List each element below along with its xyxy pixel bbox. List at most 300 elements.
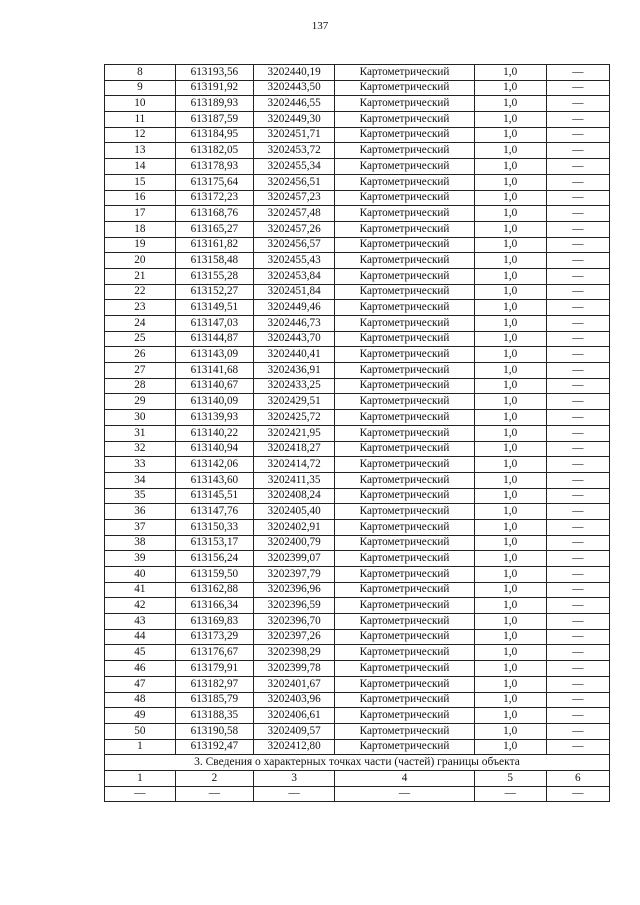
- description-cell: —: [546, 676, 609, 692]
- section-3-title-row: [105, 755, 610, 771]
- point-number-cell: 37: [105, 519, 176, 535]
- x-coordinate-cell: 613141,68: [175, 363, 253, 379]
- method-cell: Картометрический: [335, 159, 474, 175]
- point-number-cell: 46: [105, 661, 176, 677]
- x-coordinate-cell: 613140,94: [175, 441, 253, 457]
- method-cell: Картометрический: [335, 692, 474, 708]
- section-3-column-numbers-row: [105, 770, 610, 786]
- table-row: [105, 206, 610, 222]
- table-row: [105, 457, 610, 473]
- table-row: [105, 708, 610, 724]
- method-cell: Картометрический: [335, 394, 474, 410]
- description-cell: —: [546, 190, 609, 206]
- x-coordinate-cell: 613145,51: [175, 488, 253, 504]
- accuracy-cell: 1,0: [474, 723, 546, 739]
- description-cell: —: [546, 614, 609, 630]
- method-cell: Картометрический: [335, 347, 474, 363]
- table-row: [105, 551, 610, 567]
- accuracy-cell: 1,0: [474, 504, 546, 520]
- point-number-cell: 16: [105, 190, 176, 206]
- table-row: [105, 363, 610, 379]
- y-coordinate-cell: 3202456,51: [253, 174, 334, 190]
- method-cell: Картометрический: [335, 80, 474, 96]
- table-row: [105, 676, 610, 692]
- table-row: [105, 221, 610, 237]
- point-number-cell: 26: [105, 347, 176, 363]
- table-row: [105, 143, 610, 159]
- method-cell: Картометрический: [335, 65, 474, 81]
- section-3-column-number: 2: [175, 770, 253, 786]
- y-coordinate-cell: 3202429,51: [253, 394, 334, 410]
- point-number-cell: 12: [105, 127, 176, 143]
- point-number-cell: 33: [105, 457, 176, 473]
- x-coordinate-cell: 613143,60: [175, 472, 253, 488]
- accuracy-cell: 1,0: [474, 331, 546, 347]
- description-cell: —: [546, 331, 609, 347]
- x-coordinate-cell: 613166,34: [175, 598, 253, 614]
- x-coordinate-cell: 613185,79: [175, 692, 253, 708]
- x-coordinate-cell: 613143,09: [175, 347, 253, 363]
- point-number-cell: 21: [105, 268, 176, 284]
- x-coordinate-cell: 613168,76: [175, 206, 253, 222]
- description-cell: —: [546, 127, 609, 143]
- y-coordinate-cell: 3202400,79: [253, 535, 334, 551]
- accuracy-cell: 1,0: [474, 551, 546, 567]
- x-coordinate-cell: 613193,56: [175, 65, 253, 81]
- description-cell: —: [546, 629, 609, 645]
- description-cell: —: [546, 221, 609, 237]
- accuracy-cell: 1,0: [474, 127, 546, 143]
- table-row: [105, 174, 610, 190]
- accuracy-cell: 1,0: [474, 457, 546, 473]
- table-row: [105, 692, 610, 708]
- y-coordinate-cell: 3202440,41: [253, 347, 334, 363]
- x-coordinate-cell: 613144,87: [175, 331, 253, 347]
- method-cell: Картометрический: [335, 378, 474, 394]
- point-number-cell: 13: [105, 143, 176, 159]
- y-coordinate-cell: 3202457,23: [253, 190, 334, 206]
- table-row: [105, 645, 610, 661]
- y-coordinate-cell: 3202414,72: [253, 457, 334, 473]
- y-coordinate-cell: 3202425,72: [253, 410, 334, 426]
- table-row: [105, 598, 610, 614]
- x-coordinate-cell: 613140,22: [175, 425, 253, 441]
- description-cell: —: [546, 488, 609, 504]
- description-cell: —: [546, 598, 609, 614]
- description-cell: —: [546, 316, 609, 332]
- method-cell: Картометрический: [335, 645, 474, 661]
- x-coordinate-cell: 613162,88: [175, 582, 253, 598]
- accuracy-cell: 1,0: [474, 535, 546, 551]
- point-number-cell: 45: [105, 645, 176, 661]
- y-coordinate-cell: 3202446,73: [253, 316, 334, 332]
- y-coordinate-cell: 3202401,67: [253, 676, 334, 692]
- method-cell: Картометрический: [335, 410, 474, 426]
- description-cell: —: [546, 96, 609, 112]
- method-cell: Картометрический: [335, 425, 474, 441]
- x-coordinate-cell: 613147,03: [175, 316, 253, 332]
- y-coordinate-cell: 3202443,50: [253, 80, 334, 96]
- description-cell: —: [546, 582, 609, 598]
- description-cell: —: [546, 519, 609, 535]
- x-coordinate-cell: 613182,97: [175, 676, 253, 692]
- method-cell: Картометрический: [335, 284, 474, 300]
- x-coordinate-cell: 613191,92: [175, 80, 253, 96]
- point-number-cell: 14: [105, 159, 176, 175]
- section-3-empty-cell: —: [105, 786, 176, 802]
- y-coordinate-cell: 3202397,79: [253, 567, 334, 583]
- x-coordinate-cell: 613169,83: [175, 614, 253, 630]
- table-row: [105, 237, 610, 253]
- accuracy-cell: 1,0: [474, 300, 546, 316]
- method-cell: Картометрический: [335, 268, 474, 284]
- table-row: [105, 472, 610, 488]
- page-number: 137: [311, 20, 329, 32]
- point-number-cell: 43: [105, 614, 176, 630]
- x-coordinate-cell: 613158,48: [175, 253, 253, 269]
- table-row: [105, 488, 610, 504]
- y-coordinate-cell: 3202457,26: [253, 221, 334, 237]
- y-coordinate-cell: 3202455,43: [253, 253, 334, 269]
- table-row: [105, 535, 610, 551]
- x-coordinate-cell: 613147,76: [175, 504, 253, 520]
- method-cell: Картометрический: [335, 723, 474, 739]
- accuracy-cell: 1,0: [474, 582, 546, 598]
- accuracy-cell: 1,0: [474, 363, 546, 379]
- method-cell: Картометрический: [335, 331, 474, 347]
- table-row: [105, 394, 610, 410]
- method-cell: Картометрический: [335, 221, 474, 237]
- accuracy-cell: 1,0: [474, 65, 546, 81]
- method-cell: Картометрический: [335, 457, 474, 473]
- table-row: [105, 410, 610, 426]
- y-coordinate-cell: 3202406,61: [253, 708, 334, 724]
- section-3-block: [105, 755, 610, 802]
- y-coordinate-cell: 3202412,80: [253, 739, 334, 755]
- y-coordinate-cell: 3202443,70: [253, 331, 334, 347]
- y-coordinate-cell: 3202449,30: [253, 112, 334, 128]
- method-cell: Картометрический: [335, 206, 474, 222]
- y-coordinate-cell: 3202408,24: [253, 488, 334, 504]
- table-row: [105, 112, 610, 128]
- table-row: [105, 253, 610, 269]
- y-coordinate-cell: 3202396,70: [253, 614, 334, 630]
- accuracy-cell: 1,0: [474, 661, 546, 677]
- point-number-cell: 20: [105, 253, 176, 269]
- y-coordinate-cell: 3202398,29: [253, 645, 334, 661]
- coordinates-table-body: [105, 65, 610, 755]
- x-coordinate-cell: 613140,67: [175, 378, 253, 394]
- x-coordinate-cell: 613152,27: [175, 284, 253, 300]
- accuracy-cell: 1,0: [474, 378, 546, 394]
- point-number-cell: 39: [105, 551, 176, 567]
- accuracy-cell: 1,0: [474, 598, 546, 614]
- description-cell: —: [546, 410, 609, 426]
- y-coordinate-cell: 3202418,27: [253, 441, 334, 457]
- description-cell: —: [546, 300, 609, 316]
- y-coordinate-cell: 3202451,84: [253, 284, 334, 300]
- description-cell: —: [546, 378, 609, 394]
- table-row: [105, 65, 610, 81]
- accuracy-cell: 1,0: [474, 112, 546, 128]
- y-coordinate-cell: 3202453,84: [253, 268, 334, 284]
- point-number-cell: 47: [105, 676, 176, 692]
- accuracy-cell: 1,0: [474, 692, 546, 708]
- method-cell: Картометрический: [335, 676, 474, 692]
- description-cell: —: [546, 441, 609, 457]
- y-coordinate-cell: 3202457,48: [253, 206, 334, 222]
- point-number-cell: 44: [105, 629, 176, 645]
- point-number-cell: 36: [105, 504, 176, 520]
- description-cell: —: [546, 739, 609, 755]
- method-cell: Картометрический: [335, 551, 474, 567]
- section-3-empty-cell: —: [175, 786, 253, 802]
- description-cell: —: [546, 692, 609, 708]
- method-cell: Картометрический: [335, 567, 474, 583]
- section-3-title: 3. Сведения о характерных точках части (частей) границы объекта: [105, 755, 610, 771]
- point-number-cell: 27: [105, 363, 176, 379]
- y-coordinate-cell: 3202399,07: [253, 551, 334, 567]
- point-number-cell: 38: [105, 535, 176, 551]
- section-3-column-number: 5: [474, 770, 546, 786]
- y-coordinate-cell: 3202421,95: [253, 425, 334, 441]
- accuracy-cell: 1,0: [474, 472, 546, 488]
- method-cell: Картометрический: [335, 253, 474, 269]
- method-cell: Картометрический: [335, 629, 474, 645]
- description-cell: —: [546, 268, 609, 284]
- x-coordinate-cell: 613150,33: [175, 519, 253, 535]
- x-coordinate-cell: 613142,06: [175, 457, 253, 473]
- y-coordinate-cell: 3202409,57: [253, 723, 334, 739]
- x-coordinate-cell: 613140,09: [175, 394, 253, 410]
- table-row: [105, 300, 610, 316]
- point-number-cell: 35: [105, 488, 176, 504]
- table-row: [105, 723, 610, 739]
- point-number-cell: 1: [105, 739, 176, 755]
- y-coordinate-cell: 3202433,25: [253, 378, 334, 394]
- x-coordinate-cell: 613161,82: [175, 237, 253, 253]
- table-row: [105, 331, 610, 347]
- table-row: [105, 190, 610, 206]
- x-coordinate-cell: 613178,93: [175, 159, 253, 175]
- accuracy-cell: 1,0: [474, 221, 546, 237]
- y-coordinate-cell: 3202403,96: [253, 692, 334, 708]
- x-coordinate-cell: 613156,24: [175, 551, 253, 567]
- accuracy-cell: 1,0: [474, 519, 546, 535]
- accuracy-cell: 1,0: [474, 567, 546, 583]
- description-cell: —: [546, 708, 609, 724]
- section-3-column-number: 4: [335, 770, 474, 786]
- table-row: [105, 347, 610, 363]
- accuracy-cell: 1,0: [474, 316, 546, 332]
- method-cell: Картометрический: [335, 661, 474, 677]
- point-number-cell: 34: [105, 472, 176, 488]
- method-cell: Картометрический: [335, 112, 474, 128]
- method-cell: Картометрический: [335, 127, 474, 143]
- accuracy-cell: 1,0: [474, 237, 546, 253]
- point-number-cell: 17: [105, 206, 176, 222]
- method-cell: Картометрический: [335, 488, 474, 504]
- y-coordinate-cell: 3202449,46: [253, 300, 334, 316]
- x-coordinate-cell: 613149,51: [175, 300, 253, 316]
- table-row: [105, 441, 610, 457]
- x-coordinate-cell: 613182,05: [175, 143, 253, 159]
- accuracy-cell: 1,0: [474, 206, 546, 222]
- table-row: [105, 739, 610, 755]
- accuracy-cell: 1,0: [474, 425, 546, 441]
- description-cell: —: [546, 253, 609, 269]
- point-number-cell: 9: [105, 80, 176, 96]
- description-cell: —: [546, 284, 609, 300]
- y-coordinate-cell: 3202436,91: [253, 363, 334, 379]
- accuracy-cell: 1,0: [474, 253, 546, 269]
- accuracy-cell: 1,0: [474, 284, 546, 300]
- point-number-cell: 49: [105, 708, 176, 724]
- accuracy-cell: 1,0: [474, 394, 546, 410]
- table-row: [105, 614, 610, 630]
- section-3-empty-row: [105, 786, 610, 802]
- accuracy-cell: 1,0: [474, 96, 546, 112]
- point-number-cell: 48: [105, 692, 176, 708]
- point-number-cell: 28: [105, 378, 176, 394]
- section-3-empty-cell: —: [546, 786, 609, 802]
- method-cell: Картометрический: [335, 519, 474, 535]
- point-number-cell: 40: [105, 567, 176, 583]
- accuracy-cell: 1,0: [474, 268, 546, 284]
- y-coordinate-cell: 3202440,19: [253, 65, 334, 81]
- y-coordinate-cell: 3202455,34: [253, 159, 334, 175]
- x-coordinate-cell: 613192,47: [175, 739, 253, 755]
- description-cell: —: [546, 65, 609, 81]
- description-cell: —: [546, 347, 609, 363]
- description-cell: —: [546, 174, 609, 190]
- x-coordinate-cell: 613188,35: [175, 708, 253, 724]
- x-coordinate-cell: 613173,29: [175, 629, 253, 645]
- y-coordinate-cell: 3202456,57: [253, 237, 334, 253]
- description-cell: —: [546, 80, 609, 96]
- description-cell: —: [546, 472, 609, 488]
- accuracy-cell: 1,0: [474, 159, 546, 175]
- method-cell: Картометрический: [335, 143, 474, 159]
- accuracy-cell: 1,0: [474, 143, 546, 159]
- table-row: [105, 425, 610, 441]
- x-coordinate-cell: 613190,58: [175, 723, 253, 739]
- table-row: [105, 284, 610, 300]
- accuracy-cell: 1,0: [474, 80, 546, 96]
- table-row: [105, 504, 610, 520]
- accuracy-cell: 1,0: [474, 739, 546, 755]
- point-number-cell: 24: [105, 316, 176, 332]
- accuracy-cell: 1,0: [474, 347, 546, 363]
- point-number-cell: 30: [105, 410, 176, 426]
- point-number-cell: 50: [105, 723, 176, 739]
- point-number-cell: 15: [105, 174, 176, 190]
- accuracy-cell: 1,0: [474, 174, 546, 190]
- x-coordinate-cell: 613159,50: [175, 567, 253, 583]
- x-coordinate-cell: 613189,93: [175, 96, 253, 112]
- description-cell: —: [546, 143, 609, 159]
- description-cell: —: [546, 645, 609, 661]
- method-cell: Картометрический: [335, 614, 474, 630]
- x-coordinate-cell: 613165,27: [175, 221, 253, 237]
- x-coordinate-cell: 613172,23: [175, 190, 253, 206]
- y-coordinate-cell: 3202405,40: [253, 504, 334, 520]
- accuracy-cell: 1,0: [474, 676, 546, 692]
- y-coordinate-cell: 3202396,59: [253, 598, 334, 614]
- point-number-cell: 41: [105, 582, 176, 598]
- table-row: [105, 378, 610, 394]
- description-cell: —: [546, 159, 609, 175]
- method-cell: Картометрический: [335, 739, 474, 755]
- accuracy-cell: 1,0: [474, 629, 546, 645]
- method-cell: Картометрический: [335, 472, 474, 488]
- description-cell: —: [546, 425, 609, 441]
- description-cell: —: [546, 567, 609, 583]
- table-row: [105, 96, 610, 112]
- method-cell: Картометрический: [335, 441, 474, 457]
- method-cell: Картометрический: [335, 174, 474, 190]
- method-cell: Картометрический: [335, 504, 474, 520]
- description-cell: —: [546, 394, 609, 410]
- description-cell: —: [546, 551, 609, 567]
- x-coordinate-cell: 613155,28: [175, 268, 253, 284]
- point-number-cell: 8: [105, 65, 176, 81]
- method-cell: Картометрический: [335, 96, 474, 112]
- y-coordinate-cell: 3202446,55: [253, 96, 334, 112]
- table-row: [105, 127, 610, 143]
- section-3-column-number: 3: [253, 770, 334, 786]
- x-coordinate-cell: 613176,67: [175, 645, 253, 661]
- point-number-cell: 11: [105, 112, 176, 128]
- method-cell: Картометрический: [335, 582, 474, 598]
- method-cell: Картометрический: [335, 363, 474, 379]
- table-row: [105, 316, 610, 332]
- x-coordinate-cell: 613184,95: [175, 127, 253, 143]
- table-row: [105, 567, 610, 583]
- accuracy-cell: 1,0: [474, 614, 546, 630]
- accuracy-cell: 1,0: [474, 441, 546, 457]
- x-coordinate-cell: 613175,64: [175, 174, 253, 190]
- y-coordinate-cell: 3202396,96: [253, 582, 334, 598]
- description-cell: —: [546, 504, 609, 520]
- method-cell: Картометрический: [335, 300, 474, 316]
- point-number-cell: 18: [105, 221, 176, 237]
- table-row: [105, 629, 610, 645]
- point-number-cell: 23: [105, 300, 176, 316]
- description-cell: —: [546, 112, 609, 128]
- table-row: [105, 519, 610, 535]
- y-coordinate-cell: 3202451,71: [253, 127, 334, 143]
- description-cell: —: [546, 237, 609, 253]
- point-number-cell: 29: [105, 394, 176, 410]
- method-cell: Картометрический: [335, 190, 474, 206]
- x-coordinate-cell: 613179,91: [175, 661, 253, 677]
- table-row: [105, 661, 610, 677]
- section-3-empty-cell: —: [253, 786, 334, 802]
- method-cell: Картометрический: [335, 708, 474, 724]
- section-3-column-number: 1: [105, 770, 176, 786]
- description-cell: —: [546, 535, 609, 551]
- x-coordinate-cell: 613153,17: [175, 535, 253, 551]
- method-cell: Картометрический: [335, 598, 474, 614]
- point-number-cell: 31: [105, 425, 176, 441]
- section-3-empty-cell: —: [335, 786, 474, 802]
- description-cell: —: [546, 457, 609, 473]
- x-coordinate-cell: 613139,93: [175, 410, 253, 426]
- y-coordinate-cell: 3202453,72: [253, 143, 334, 159]
- y-coordinate-cell: 3202411,35: [253, 472, 334, 488]
- coordinates-table: [104, 64, 610, 802]
